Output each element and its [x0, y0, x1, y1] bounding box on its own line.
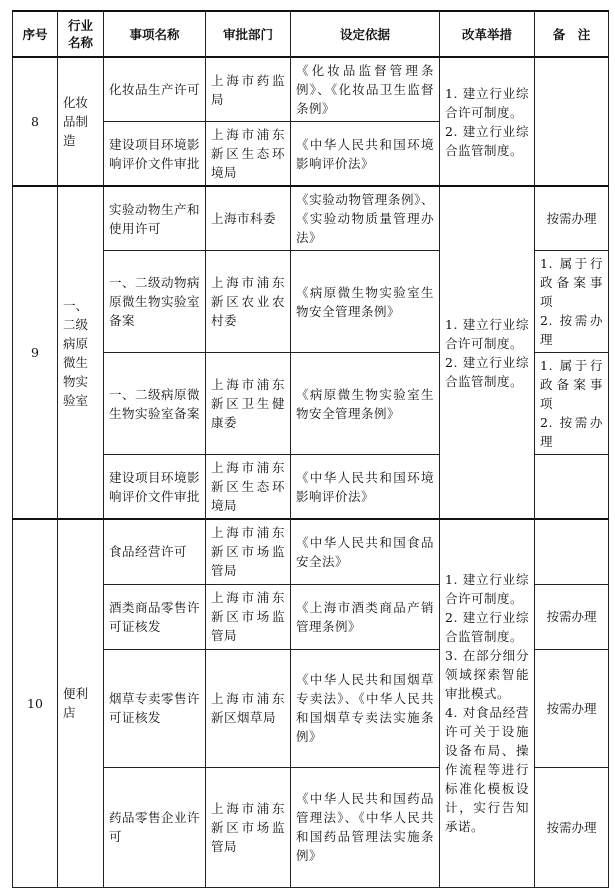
cell-dept: 上海市浦东新区生态环境局: [206, 122, 291, 187]
cell-dept: 上海市浦东新区市场监管局: [206, 767, 291, 887]
cell-dept: 上海市浦东新区烟草局: [206, 649, 291, 767]
header-seq: 序号: [13, 11, 58, 57]
cell-basis: 《中华人民共和国药品管理法》、《中华人民共和国药品管理法实施条例》: [291, 767, 440, 887]
cell-industry: 一、二级病原微生物实验室: [58, 186, 104, 519]
cell-item: 酒类商品零售许可证核发: [104, 584, 206, 649]
cell-seq: 8: [13, 57, 58, 186]
cell-note: 按需办理: [535, 767, 609, 887]
cell-item: 一、二级动物病原微生物实验室备案: [104, 251, 206, 353]
table-row: [13, 519, 609, 584]
cell-item: 食品经营许可: [104, 519, 206, 584]
cell-note: [535, 57, 609, 186]
cell-item: 一、二级病原微生物实验室备案: [104, 353, 206, 455]
table-row: [13, 57, 609, 122]
header-basis: 设定依据: [291, 11, 440, 57]
cell-reform: 1. 建立行业综合许可制度。 2. 建立行业综合监管制度。 3. 在部分细分领域探索智能审批模式。 4. 对食品经营许可关于设施设备布局、操作流程等进行标准化模板设计，实行告知承诺。: [440, 519, 535, 887]
cell-basis: 《实验动物管理条例》、《实验动物质量管理办法》: [291, 186, 440, 251]
cell-dept: 上海市浦东新区市场监管局: [206, 584, 291, 649]
cell-dept: 上海市浦东新区农业农村委: [206, 251, 291, 353]
header-dept: 审批部门: [206, 11, 291, 57]
cell-item: 药品零售企业许可: [104, 767, 206, 887]
cell-seq: 10: [13, 519, 58, 887]
cell-basis: 《中华人民共和国食品安全法》: [291, 519, 440, 584]
cell-note: 按需办理: [535, 649, 609, 767]
cell-basis: 《病原微生物实验室生物安全管理条例》: [291, 353, 440, 455]
table-row: [13, 186, 609, 251]
cell-note: 1. 属于行政备案事项 2. 按需办理: [535, 251, 609, 353]
header-item: 事项名称: [104, 11, 206, 57]
cell-note: [535, 519, 609, 584]
cell-industry: 化妆品制造: [58, 57, 104, 186]
cell-note: 按需办理: [535, 186, 609, 251]
table-header-row: [13, 11, 609, 57]
cell-item: 实验动物生产和使用许可: [104, 186, 206, 251]
cell-basis: 《中华人民共和国烟草专卖法》、《中华人民共和国烟草专卖法实施条例》: [291, 649, 440, 767]
cell-item: 烟草专卖零售许可证核发: [104, 649, 206, 767]
cell-note: 1. 属于行政备案事项 2. 按需办理: [535, 353, 609, 455]
cell-item: 化妆品生产许可: [104, 57, 206, 122]
cell-item: 建设项目环境影响评价文件审批: [104, 122, 206, 187]
header-note: 备 注: [535, 11, 609, 57]
cell-seq: 9: [13, 186, 58, 519]
cell-note: [535, 455, 609, 520]
cell-basis: 《化妆品监督管理条例》、《化妆品卫生监督条例》: [291, 57, 440, 122]
cell-reform: 1. 建立行业综合许可制度。 2. 建立行业综合监管制度。: [440, 186, 535, 519]
cell-item: 建设项目环境影响评价文件审批: [104, 455, 206, 520]
cell-dept: 上海市浦东新区生态环境局: [206, 455, 291, 520]
cell-dept: 上海市科委: [206, 186, 291, 251]
cell-reform: 1. 建立行业综合许可制度。 2. 建立行业综合监管制度。: [440, 57, 535, 186]
cell-industry: 便利店: [58, 519, 104, 887]
cell-dept: 上海市浦东新区卫生健康委: [206, 353, 291, 455]
cell-basis: 《中华人民共和国环境影响评价法》: [291, 455, 440, 520]
cell-basis: 《中华人民共和国环境影响评价法》: [291, 122, 440, 187]
header-reform: 改革举措: [440, 11, 535, 57]
cell-note: 按需办理: [535, 584, 609, 649]
cell-dept: 上海市浦东新区市场监管局: [206, 519, 291, 584]
approval-table: [12, 10, 609, 888]
cell-dept: 上海市药监局: [206, 57, 291, 122]
header-industry: 行业名称: [58, 11, 104, 57]
cell-basis: 《上海市酒类商品产销管理条例》: [291, 584, 440, 649]
cell-basis: 《病原微生物实验室生物安全管理条例》: [291, 251, 440, 353]
